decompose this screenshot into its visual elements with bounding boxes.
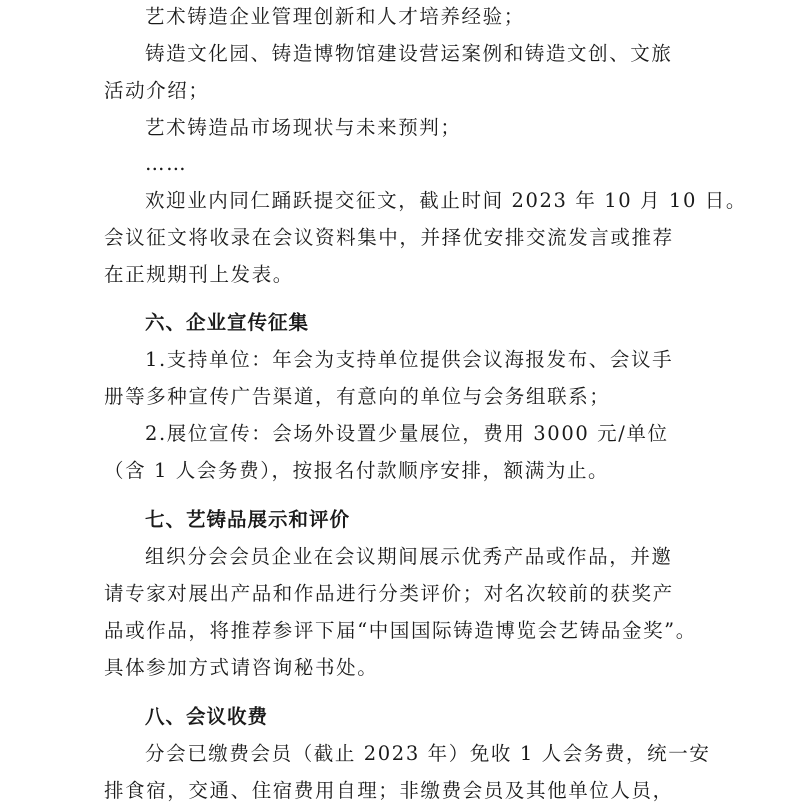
- topic-item-culture-park: 铸造文化园、铸造博物馆建设营运案例和铸造文创、文旅: [145, 42, 673, 65]
- fees-line-1: 分会已缴费会员（截止 2023 年）免收 1 人会务费，统一安: [145, 742, 711, 765]
- publicity-line-4: （含 1 人会务费），按报名付款顺序安排，额满为止。: [104, 459, 610, 482]
- publicity-line-3: 2.展位宣传：会场外设置少量展位，费用 3000 元/单位: [145, 422, 669, 445]
- topic-item-management: 艺术铸造企业管理创新和人才培养经验；: [145, 5, 525, 28]
- section-heading-fees: 八、会议收费: [145, 705, 269, 728]
- publicity-line-1: 1.支持单位：年会为支持单位提供会议海报发布、会议手: [145, 348, 674, 371]
- exhibition-line-2: 请专家对展出产品和作品进行分类评价；对名次较前的获奖产: [104, 582, 674, 605]
- submission-paragraph-line-1: 欢迎业内同仁踊跃提交征文，截止时间 2023 年 10 月 10 日。: [145, 189, 747, 212]
- exhibition-line-3: 品或作品，将推荐参评下届“中国国际铸造博览会艺铸品金奖”。: [104, 619, 697, 642]
- publicity-line-2: 册等多种宣传广告渠道，有意向的单位与会务组联系；: [104, 385, 611, 408]
- submission-paragraph-line-3: 在正规期刊上发表。: [104, 263, 294, 286]
- topic-item-market: 艺术铸造品市场现状与未来预判；: [145, 116, 462, 139]
- exhibition-line-1: 组织分会会员企业在会议期间展示优秀产品或作品，并邀: [145, 545, 673, 568]
- section-heading-publicity: 六、企业宣传征集: [145, 311, 310, 334]
- fees-line-2: 排食宿，交通、住宿费用自理；非缴费会员及其他单位人员，: [104, 779, 674, 802]
- section-heading-exhibition: 七、艺铸品展示和评价: [145, 508, 351, 531]
- submission-paragraph-line-2: 会议征文将收录在会议资料集中，并择优安排交流发言或推荐: [104, 226, 674, 249]
- topic-ellipsis: ……: [145, 152, 188, 175]
- exhibition-line-4: 具体参加方式请咨询秘书处。: [104, 656, 379, 679]
- topic-item-culture-park-cont: 活动介绍；: [104, 79, 210, 102]
